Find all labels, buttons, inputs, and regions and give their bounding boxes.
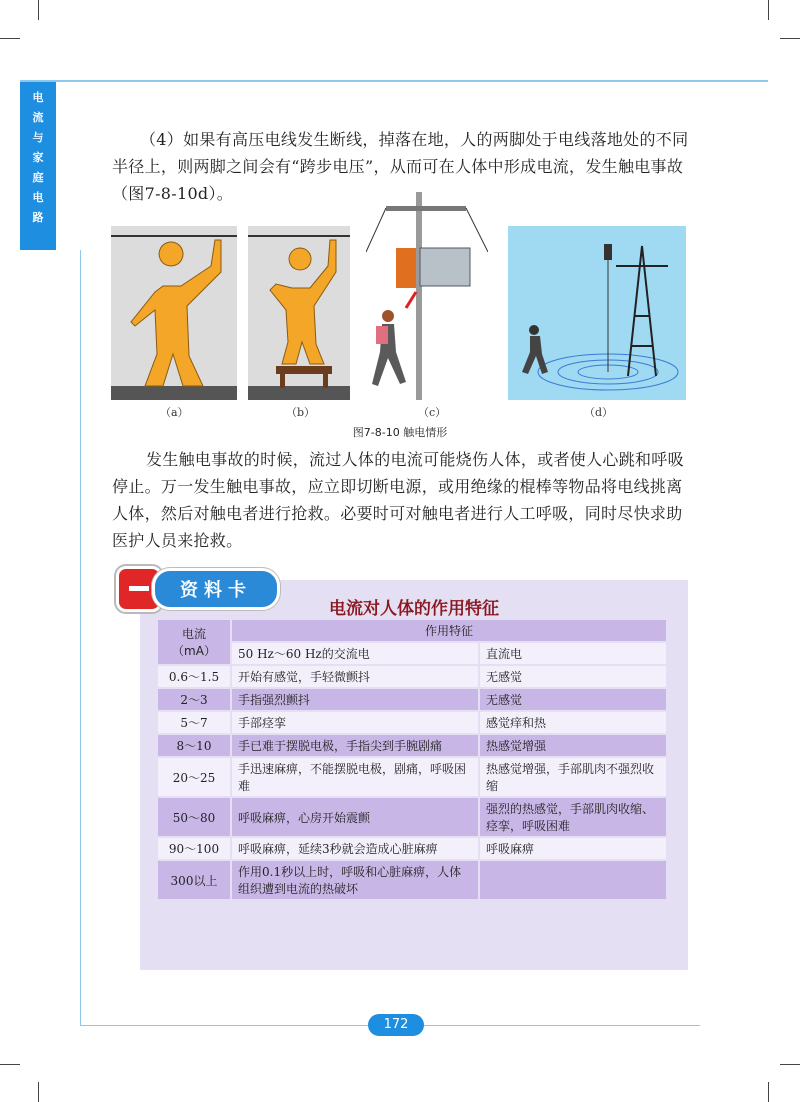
header-ac: 50 Hz～60 Hz的交流电: [232, 643, 478, 664]
figure-a-illustration: [111, 226, 237, 400]
side-tab-char: 与: [32, 131, 44, 144]
crop-mark: [768, 0, 769, 20]
cell-current: 8～10: [158, 735, 230, 756]
cell-current: 90～100: [158, 838, 230, 859]
header-dc: 直流电: [480, 643, 666, 664]
cell-dc: 热感觉增强，手部肌肉不强烈收缩: [480, 758, 666, 796]
cell-ac: 手迅速麻痹，不能摆脱电极，剧痛，呼吸困难: [232, 758, 478, 796]
header-current: 电流（mA）: [158, 620, 230, 664]
cell-dc: [480, 861, 666, 899]
cell-dc: 无感觉: [480, 666, 666, 687]
table-row: [158, 758, 666, 796]
card-title: 电流对人体的作用特征: [329, 599, 499, 619]
side-tab-char: 流: [32, 111, 44, 124]
crop-mark: [0, 38, 20, 39]
cell-ac: 开始有感觉，手轻微颤抖: [232, 666, 478, 687]
crop-mark: [38, 0, 39, 20]
figure-caption: 图7-8-10 触电情形: [352, 426, 448, 439]
crop-mark: [780, 1064, 800, 1065]
side-tab-char: 电: [32, 91, 44, 104]
side-tab-char: 家: [32, 151, 44, 164]
header-rule: [20, 80, 768, 82]
side-tab-char: 电: [32, 191, 44, 204]
table-row: [158, 689, 666, 710]
margin-rule: [80, 250, 81, 1026]
header-effect: 作用特征: [232, 620, 666, 641]
cell-ac: 手部痉挛: [232, 712, 478, 733]
page-number: 172: [368, 1014, 424, 1036]
figure-d-illustration: [508, 226, 686, 400]
paragraph-step-voltage: （4）如果有高压电线发生断线，掉落在地，人的两脚处于电线落地处的不同半径上，则两脚之间会有“跨步电压”，从而可在人体中形成电流，发生触电事故（图7-8-10d）。: [112, 130, 689, 203]
table-row: [158, 798, 666, 836]
cell-dc: 强烈的热感觉，手部肌肉收缩、痉挛，呼吸困难: [480, 798, 666, 836]
cell-current: 0.6～1.5: [158, 666, 230, 687]
table-row: [158, 712, 666, 733]
cell-dc: 无感觉: [480, 689, 666, 710]
crop-mark: [780, 38, 800, 39]
crop-mark: [38, 1082, 39, 1102]
figure-d-label: （d）: [584, 406, 614, 419]
cell-ac: 作用0.1秒以上时，呼吸和心脏麻痹，人体组织遭到电流的热破坏: [232, 861, 478, 899]
figure-a-label: （a）: [160, 406, 189, 419]
cell-ac: 手指强烈颤抖: [232, 689, 478, 710]
cell-dc: 呼吸麻痹: [480, 838, 666, 859]
figure-b-label: （b）: [286, 406, 316, 419]
cell-ac: 呼吸麻痹，心房开始震颤: [232, 798, 478, 836]
cell-current: 50～80: [158, 798, 230, 836]
table-row: [158, 666, 666, 687]
cell-dc: 感觉痒和热: [480, 712, 666, 733]
cell-current: 20～25: [158, 758, 230, 796]
side-tab-char: 路: [32, 211, 44, 224]
cell-current: 2～3: [158, 689, 230, 710]
table-row: [158, 838, 666, 859]
table-row: [158, 861, 666, 899]
current-effects-table: [156, 618, 668, 901]
cell-ac: 手已难于摆脱电极，手指尖到手腕剧痛: [232, 735, 478, 756]
cell-ac: 呼吸麻痹，延续3秒就会造成心脏麻痹: [232, 838, 478, 859]
crop-mark: [768, 1082, 769, 1102]
side-tab-char: 庭: [32, 171, 44, 184]
cell-dc: 热感觉增强: [480, 735, 666, 756]
badge-label: 资料卡: [152, 568, 280, 610]
figure-c-label: （c）: [418, 406, 447, 419]
cell-current: 300以上: [158, 861, 230, 899]
table-row: [158, 735, 666, 756]
crop-mark: [0, 1064, 20, 1065]
chapter-side-tab: [20, 82, 56, 250]
figure-b-illustration: [248, 226, 350, 400]
figure-c-illustration: [366, 192, 488, 400]
cell-current: 5～7: [158, 712, 230, 733]
paragraph-emergency: 发生触电事故的时候，流过人体的电流可能烧伤人体，或者使人心跳和呼吸停止。万一发生触电事故，应立即切断电源，或用绝缘的棍棒等物品将电线挑离人体，然后对触电者进行抢救。必要时可对触电者进行人工呼吸，同时尽快求助医护人员来抢救。: [112, 450, 684, 550]
